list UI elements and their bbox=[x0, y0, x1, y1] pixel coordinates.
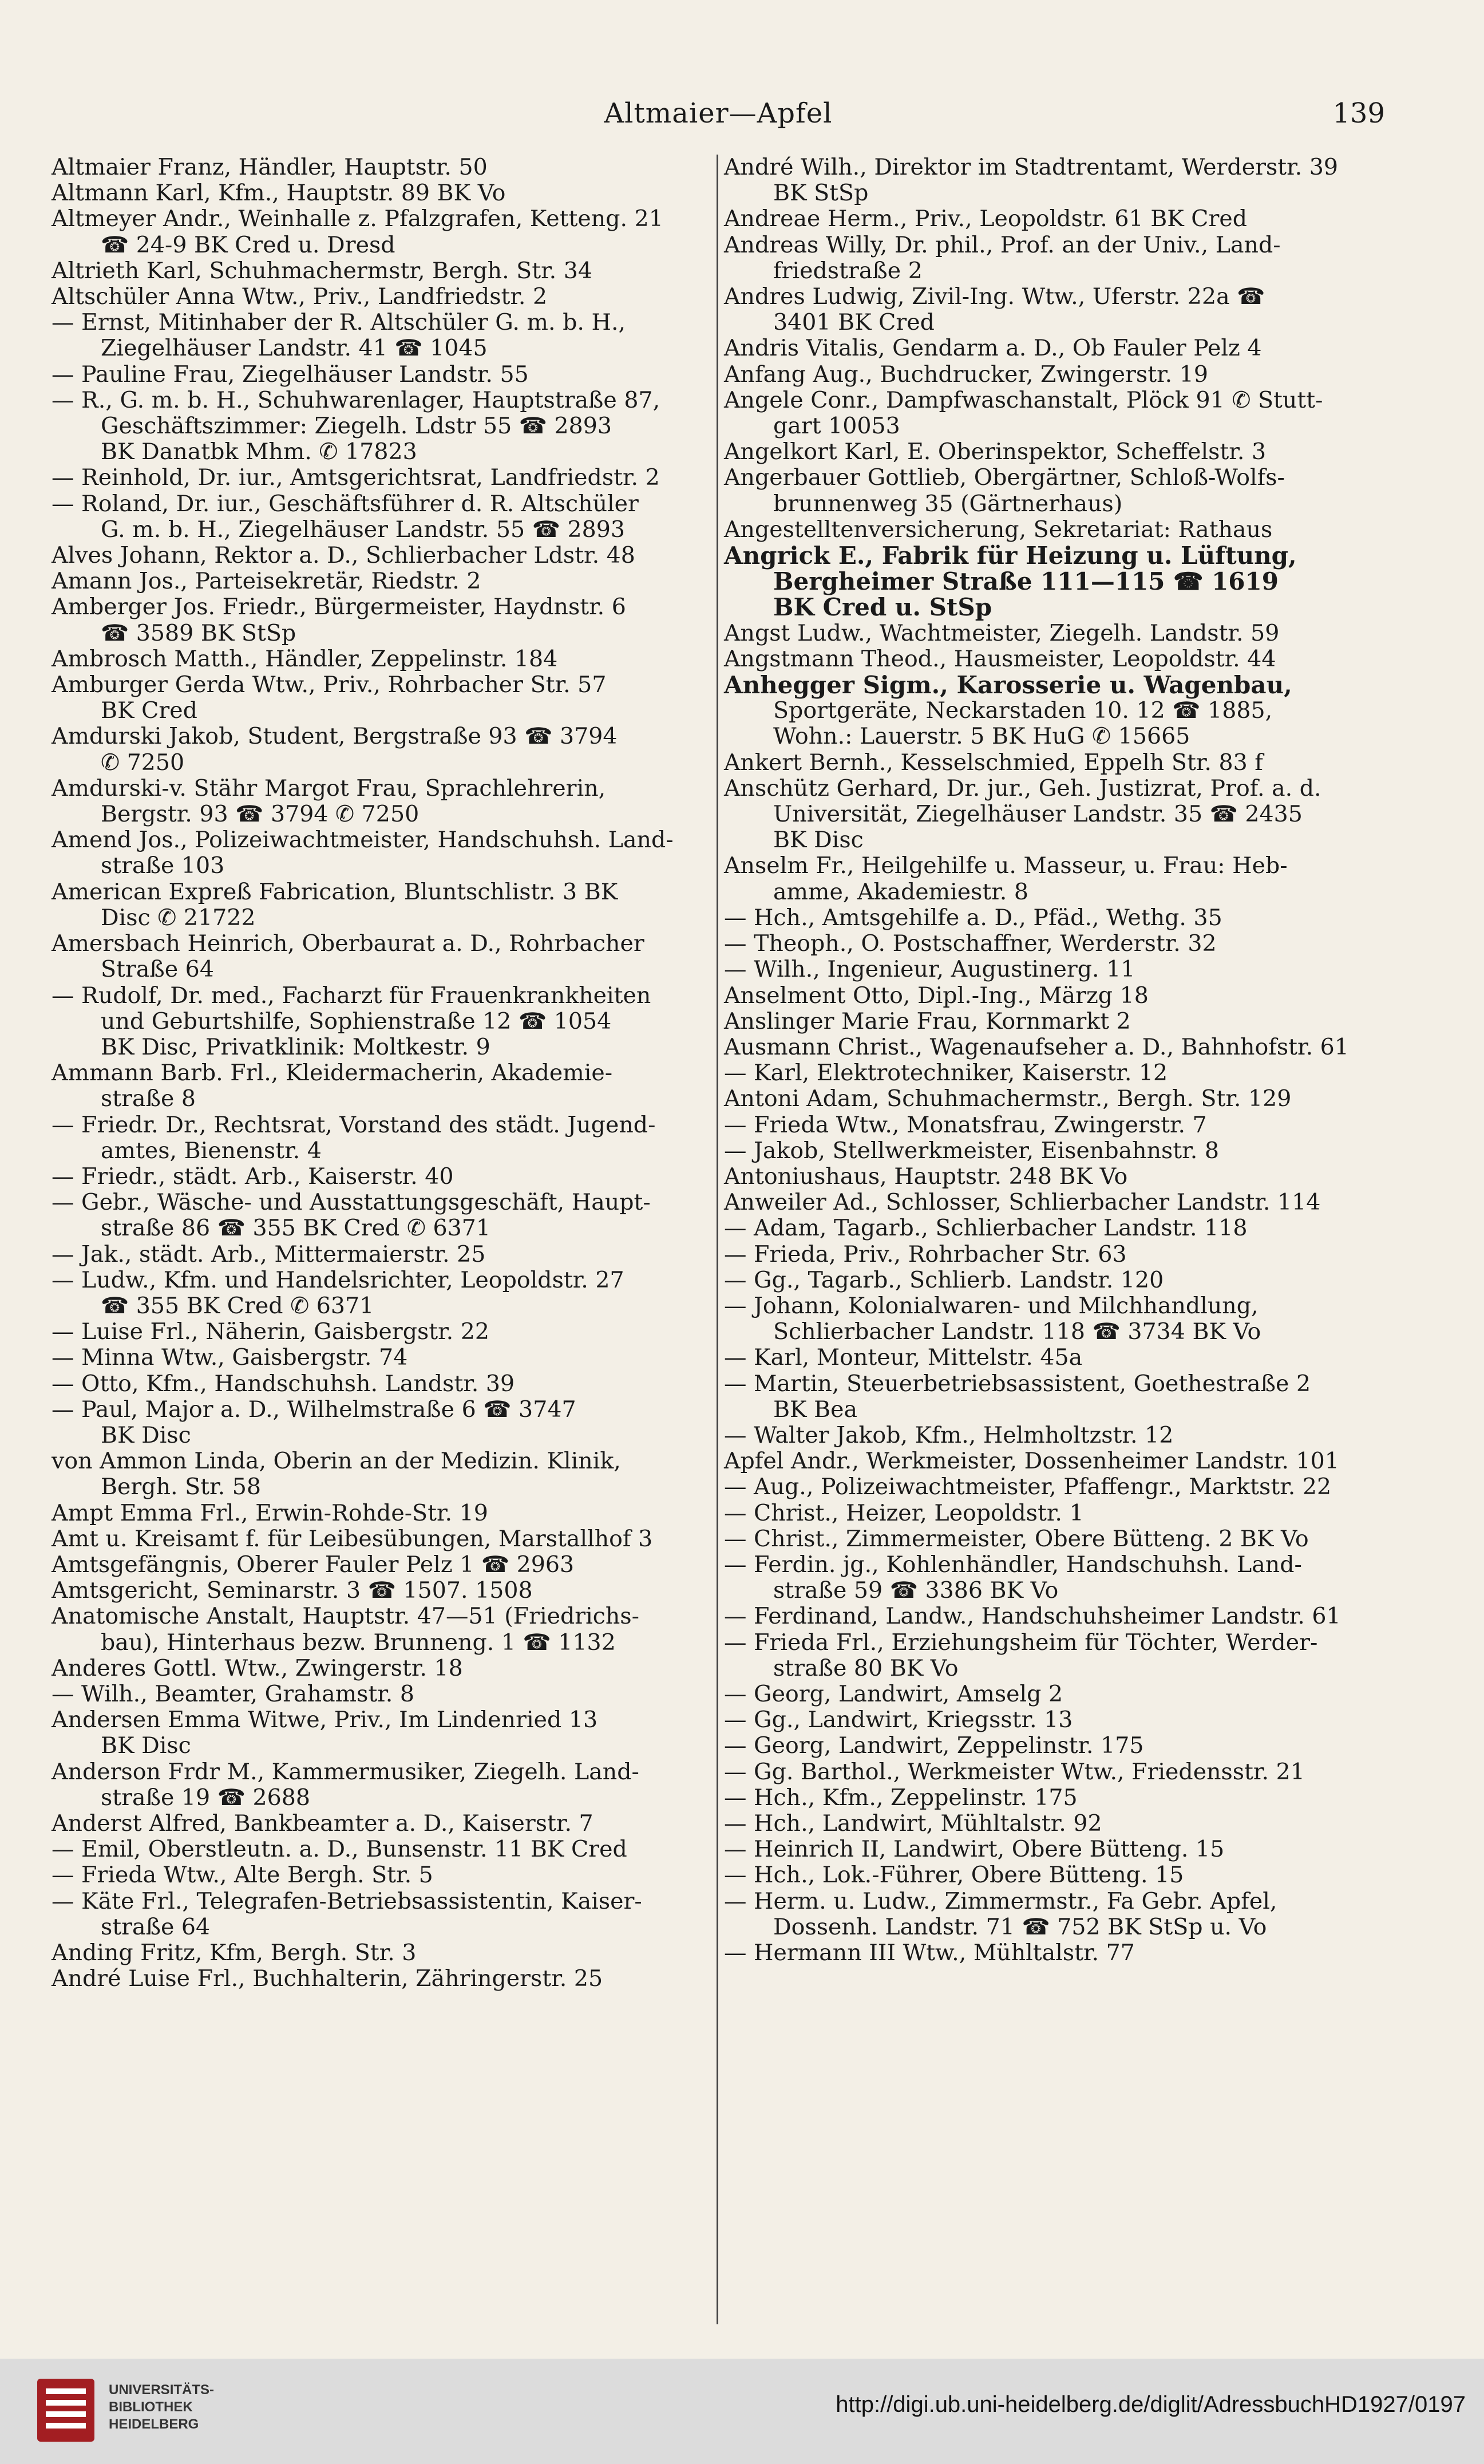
right-entry-line: Andreae Herm., Priv., Leopoldstr. 61 BK Cred bbox=[724, 206, 1248, 232]
right-entry-line: — Frieda Frl., Erziehungsheim für Töchter, Werder- bbox=[724, 1629, 1318, 1656]
left-entry-line: — Friedr. Dr., Rechtsrat, Vorstand des städt. Jugend- bbox=[52, 1111, 656, 1138]
right-entry-line: Antoni Adam, Schuhmachermstr., Bergh. Str. 129 bbox=[724, 1085, 1292, 1112]
right-entry-line: Angerbauer Gottlieb, Obergärtner, Schloß-Wolfs- bbox=[724, 464, 1285, 491]
left-entry-line: Geschäftszimmer: Ziegelh. Ldstr 55 ☎ 2893 bbox=[101, 413, 612, 440]
left-entry-line: — R., G. m. b. H., Schuhwarenlager, Hauptstraße 87, bbox=[52, 386, 660, 413]
left-entry-line: Amdurski-v. Stähr Margot Frau, Sprachlehrerin, bbox=[52, 775, 606, 801]
left-entry-line: Amtsgefängnis, Oberer Fauler Pelz 1 ☎ 2963 bbox=[52, 1551, 575, 1578]
left-entry-line: Bergh. Str. 58 bbox=[101, 1474, 261, 1500]
right-entry-line: — Hermann III Wtw., Mühltalstr. 77 bbox=[724, 1940, 1135, 1967]
left-entry-line: BK Cred bbox=[101, 697, 197, 724]
right-entry-line: — Hch., Lok.-Führer, Obere Bütteng. 15 bbox=[724, 1862, 1184, 1889]
left-entry-line: Ammann Barb. Frl., Kleidermacherin, Akademie- bbox=[52, 1060, 613, 1087]
right-entry-line: Ausmann Christ., Wagenaufseher a. D., Bahnhofstr. 61 bbox=[724, 1033, 1349, 1060]
left-entry-line: Amburger Gerda Wtw., Priv., Rohrbacher Str. 57 bbox=[52, 672, 607, 698]
left-entry-line: Alves Johann, Rektor a. D., Schlierbacher Ldstr. 48 bbox=[52, 542, 635, 569]
left-entry-line: — Reinhold, Dr. iur., Amtsgerichtsrat, Landfriedstr. 2 bbox=[52, 464, 660, 491]
column-divider bbox=[717, 155, 718, 2324]
left-entry-line: Amt u. Kreisamt f. für Leibesübungen, Marstallhof 3 bbox=[52, 1525, 653, 1552]
right-entry-line: Anselment Otto, Dipl.-Ing., Märzg 18 bbox=[724, 982, 1149, 1009]
right-entry-line: Wohn.: Lauerstr. 5 BK HuG ✆ 15665 bbox=[773, 723, 1190, 750]
right-entry-line: gart 10053 bbox=[773, 413, 900, 440]
left-entry-line: ☎ 3589 BK StSp bbox=[101, 619, 296, 646]
right-entry-line: Anfang Aug., Buchdrucker, Zwingerstr. 19 bbox=[724, 361, 1208, 388]
left-entry-line: — Roland, Dr. iur., Geschäftsführer d. R. Altschüler bbox=[52, 490, 639, 517]
left-entry-line: BK Disc bbox=[101, 1732, 191, 1759]
right-entry-line: Angestelltenversicherung, Sekretariat: Rathaus bbox=[724, 516, 1273, 543]
right-entry-line: — Martin, Steuerbetriebsassistent, Goethestraße 2 bbox=[724, 1370, 1311, 1397]
left-entry-line: amtes, Bienenstr. 4 bbox=[101, 1137, 322, 1164]
page-number: 139 bbox=[1332, 97, 1385, 129]
left-entry-line: Amend Jos., Polizeiwachtmeister, Handschuhsh. Land- bbox=[52, 827, 674, 854]
left-entry-line: Altrieth Karl, Schuhmachermstr, Bergh. Str. 34 bbox=[52, 257, 593, 284]
right-entry-line: BK Disc bbox=[773, 827, 864, 854]
right-entry-line: — Gg., Landwirt, Kriegsstr. 13 bbox=[724, 1707, 1073, 1734]
left-entry-line: — Pauline Frau, Ziegelhäuser Landstr. 55 bbox=[52, 361, 529, 388]
right-entry-line: Schlierbacher Landstr. 118 ☎ 3734 BK Vo bbox=[773, 1318, 1261, 1345]
right-entry-line: — Aug., Polizeiwachtmeister, Pfaffengr., Marktstr. 22 bbox=[724, 1474, 1332, 1500]
right-entry-line: — Gg. Barthol., Werkmeister Wtw., Friedensstr. 21 bbox=[724, 1758, 1305, 1785]
right-entry-line: BK Bea bbox=[773, 1396, 858, 1423]
left-entry-line: straße 19 ☎ 2688 bbox=[101, 1784, 310, 1811]
footer-bar bbox=[0, 2359, 1484, 2464]
left-entry-line: Anderes Gottl. Wtw., Zwingerstr. 18 bbox=[52, 1654, 463, 1681]
right-entry-line: — Adam, Tagarb., Schlierbacher Landstr. 118 bbox=[724, 1215, 1248, 1242]
left-entry-line: Amtsgericht, Seminarstr. 3 ☎ 1507. 1508 bbox=[52, 1577, 533, 1604]
left-entry-line: Bergstr. 93 ☎ 3794 ✆ 7250 bbox=[101, 801, 420, 828]
left-entry-line: straße 8 bbox=[101, 1085, 196, 1112]
left-entry-line: ☎ 355 BK Cred ✆ 6371 bbox=[101, 1292, 374, 1319]
right-entry-line: — Gg., Tagarb., Schlierb. Landstr. 120 bbox=[724, 1266, 1164, 1293]
right-entry-line: amme, Akademiestr. 8 bbox=[773, 878, 1029, 905]
left-entry-line: — Ludw., Kfm. und Handelsrichter, Leopoldstr. 27 bbox=[52, 1266, 624, 1293]
right-entry-line: André Wilh., Direktor im Stadtrentamt, Werderstr. 39 bbox=[724, 154, 1339, 180]
left-entry-line: von Ammon Linda, Oberin an der Medizin. Klinik, bbox=[52, 1448, 621, 1475]
right-entry-line: Anhegger Sigm., Karosserie u. Wagenbau, bbox=[724, 671, 1292, 700]
right-entry-line: Andres Ludwig, Zivil-Ing. Wtw., Uferstr. 22a ☎ bbox=[724, 283, 1265, 310]
left-entry-line: — Paul, Major a. D., Wilhelmstraße 6 ☎ 3747 bbox=[52, 1396, 576, 1423]
right-entry-line: BK Cred u. StSp bbox=[773, 593, 992, 622]
right-entry-line: — Christ., Zimmermeister, Obere Bütteng. 2 BK Vo bbox=[724, 1525, 1309, 1552]
left-entry-line: — Otto, Kfm., Handschuhsh. Landstr. 39 bbox=[52, 1370, 515, 1397]
right-entry-line: Angstmann Theod., Hausmeister, Leopoldstr. 44 bbox=[724, 645, 1276, 672]
right-entry-line: Anweiler Ad., Schlosser, Schlierbacher Landstr. 114 bbox=[724, 1189, 1321, 1216]
left-entry-line: — Ernst, Mitinhaber der R. Altschüler G. m. b. H., bbox=[52, 309, 626, 336]
right-entry-line: straße 59 ☎ 3386 BK Vo bbox=[773, 1577, 1059, 1604]
right-entry-line: — Jakob, Stellwerkmeister, Eisenbahnstr. 8 bbox=[724, 1137, 1219, 1164]
left-entry-line: — Emil, Oberstleutn. a. D., Bunsenstr. 11 BK Cred bbox=[52, 1836, 627, 1863]
left-entry-line: Amberger Jos. Friedr., Bürgermeister, Haydnstr. 6 bbox=[52, 594, 626, 621]
right-entry-line: — Frieda Wtw., Monatsfrau, Zwingerstr. 7 bbox=[724, 1111, 1207, 1138]
right-entry-line: brunnenweg 35 (Gärtnerhaus) bbox=[773, 490, 1123, 517]
library-name: UNIVERSITÄTS- BIBLIOTHEK HEIDELBERG bbox=[109, 2382, 215, 2432]
right-entry-line: — Georg, Landwirt, Amselg 2 bbox=[724, 1680, 1063, 1707]
right-entry-line: — Karl, Elektrotechniker, Kaiserstr. 12 bbox=[724, 1060, 1168, 1087]
left-entry-line: straße 86 ☎ 355 BK Cred ✆ 6371 bbox=[101, 1215, 491, 1242]
right-entry-line: — Wilh., Ingenieur, Augustinerg. 11 bbox=[724, 956, 1135, 983]
right-entry-line: — Georg, Landwirt, Zeppelinstr. 175 bbox=[724, 1732, 1144, 1759]
page-header bbox=[52, 97, 1385, 137]
left-entry-line: ☎ 24-9 BK Cred u. Dresd bbox=[101, 231, 395, 258]
right-column bbox=[724, 155, 1391, 1966]
right-entry-line: Bergheimer Straße 111—115 ☎ 1619 bbox=[773, 567, 1279, 596]
right-entry-line: — Walter Jakob, Kfm., Helmholtzstr. 12 bbox=[724, 1421, 1174, 1448]
left-entry-line: Altmeyer Andr., Weinhalle z. Pfalzgrafen, Ketteng. 21 bbox=[52, 206, 663, 232]
left-entry-line: Altschüler Anna Wtw., Priv., Landfriedstr. 2 bbox=[52, 283, 548, 310]
left-entry-line: Anding Fritz, Kfm, Bergh. Str. 3 bbox=[52, 1940, 417, 1967]
left-entry-line: Altmaier Franz, Händler, Hauptstr. 50 bbox=[52, 154, 488, 180]
left-entry-line: straße 103 bbox=[101, 852, 225, 879]
right-entry-line: Angele Conr., Dampfwaschanstalt, Plöck 91 ✆ Stutt- bbox=[724, 386, 1323, 413]
left-entry-line: straße 64 bbox=[101, 1913, 211, 1940]
running-title: Altmaier—Apfel bbox=[604, 97, 833, 129]
right-entry-line: — Ferdin. jg., Kohlenhändler, Handschuhsh. Land- bbox=[724, 1551, 1302, 1578]
right-entry-line: — Karl, Monteur, Mittelstr. 45a bbox=[724, 1344, 1083, 1371]
left-entry-line: — Gebr., Wäsche- und Ausstattungsgeschäft, Haupt- bbox=[52, 1189, 651, 1216]
right-entry-line: 3401 BK Cred bbox=[773, 309, 935, 336]
left-entry-line: und Geburtshilfe, Sophienstraße 12 ☎ 1054 bbox=[101, 1008, 612, 1034]
left-entry-line: — Jak., städt. Arb., Mittermaierstr. 25 bbox=[52, 1241, 486, 1267]
left-entry-line: Disc ✆ 21722 bbox=[101, 904, 256, 931]
right-entry-line: Angelkort Karl, E. Oberinspektor, Scheffelstr. 3 bbox=[724, 439, 1267, 465]
right-entry-line: straße 80 BK Vo bbox=[773, 1654, 959, 1681]
right-entry-line: Andreas Willy, Dr. phil., Prof. an der Univ., Land- bbox=[724, 231, 1281, 258]
right-entry-line: Dossenh. Landstr. 71 ☎ 752 BK StSp u. Vo bbox=[773, 1913, 1267, 1940]
left-entry-line: Ampt Emma Frl., Erwin-Rohde-Str. 19 bbox=[52, 1499, 488, 1526]
left-entry-line: — Friedr., städt. Arb., Kaiserstr. 40 bbox=[52, 1163, 454, 1190]
left-entry-line: ✆ 7250 bbox=[101, 749, 185, 776]
right-entry-line: — Ferdinand, Landw., Handschuhsheimer Landstr. 61 bbox=[724, 1603, 1341, 1630]
right-entry-line: — Herm. u. Ludw., Zimmermstr., Fa Gebr. Apfel, bbox=[724, 1888, 1277, 1914]
right-entry-line: — Theoph., O. Postschaffner, Werderstr. 32 bbox=[724, 930, 1217, 957]
left-entry-line: Straße 64 bbox=[101, 956, 214, 983]
left-entry-line: BK Danatbk Mhm. ✆ 17823 bbox=[101, 439, 417, 465]
left-entry-line: Ziegelhäuser Landstr. 41 ☎ 1045 bbox=[101, 335, 488, 362]
right-entry-line: — Hch., Kfm., Zeppelinstr. 175 bbox=[724, 1784, 1078, 1811]
left-entry-line: André Luise Frl., Buchhalterin, Zähringerstr. 25 bbox=[52, 1965, 603, 1992]
left-entry-line: BK Disc bbox=[101, 1421, 191, 1448]
right-entry-line: — Hch., Landwirt, Mühltalstr. 92 bbox=[724, 1810, 1102, 1837]
right-entry-line: — Hch., Amtsgehilfe a. D., Pfäd., Wethg. 35 bbox=[724, 904, 1222, 931]
left-entry-line: G. m. b. H., Ziegelhäuser Landstr. 55 ☎ 2893 bbox=[101, 516, 626, 543]
left-entry-line: Ambrosch Matth., Händler, Zeppelinstr. 184 bbox=[52, 645, 558, 672]
left-entry-line: bau), Hinterhaus bezw. Brunneng. 1 ☎ 1132 bbox=[101, 1629, 616, 1656]
left-entry-line: — Wilh., Beamter, Grahamstr. 8 bbox=[52, 1680, 415, 1707]
left-entry-line: Anderst Alfred, Bankbeamter a. D., Kaiserstr. 7 bbox=[52, 1810, 593, 1837]
right-entry-line: Anschütz Gerhard, Dr. jur., Geh. Justizrat, Prof. a. d. bbox=[724, 775, 1321, 801]
left-entry-line: Andersen Emma Witwe, Priv., Im Lindenried 13 bbox=[52, 1707, 598, 1734]
left-entry-line: American Expreß Fabrication, Bluntschlistr. 3 BK bbox=[52, 878, 618, 905]
right-entry-line: — Johann, Kolonialwaren- und Milchhandlung, bbox=[724, 1292, 1259, 1319]
left-entry-line: Amann Jos., Parteisekretär, Riedstr. 2 bbox=[52, 568, 481, 595]
right-entry-line: Anslinger Marie Frau, Kornmarkt 2 bbox=[724, 1008, 1131, 1034]
right-entry-line: BK StSp bbox=[773, 180, 869, 207]
left-entry-line: BK Disc, Privatklinik: Moltkestr. 9 bbox=[101, 1033, 490, 1060]
left-entry-line: — Rudolf, Dr. med., Facharzt für Frauenkrankheiten bbox=[52, 982, 651, 1009]
right-entry-line: Apfel Andr., Werkmeister, Dossenheimer Landstr. 101 bbox=[724, 1448, 1339, 1475]
right-entry-line: Universität, Ziegelhäuser Landstr. 35 ☎ 2435 bbox=[773, 801, 1303, 828]
right-entry-line: Anselm Fr., Heilgehilfe u. Masseur, u. Frau: Heb- bbox=[724, 852, 1288, 879]
right-entry-line: — Heinrich II, Landwirt, Obere Bütteng. 15 bbox=[724, 1836, 1225, 1863]
right-entry-line: Antoniushaus, Hauptstr. 248 BK Vo bbox=[724, 1163, 1128, 1190]
left-entry-line: Anatomische Anstalt, Hauptstr. 47—51 (Friedrichs- bbox=[52, 1603, 639, 1630]
right-entry-line: friedstraße 2 bbox=[773, 257, 923, 284]
left-entry-line: Altmann Karl, Kfm., Hauptstr. 89 BK Vo bbox=[52, 180, 506, 207]
left-entry-line: Amersbach Heinrich, Oberbaurat a. D., Rohrbacher bbox=[52, 930, 644, 957]
source-url-link[interactable]: http://digi.ub.uni-heidelberg.de/diglit/AdressbuchHD1927/0197 bbox=[836, 2392, 1466, 2417]
right-entry-line: Ankert Bernh., Kesselschmied, Eppelh Str. 83 f bbox=[724, 749, 1263, 776]
left-column bbox=[52, 155, 701, 1992]
left-entry-line: — Käte Frl., Telegrafen-Betriebsassistentin, Kaiser- bbox=[52, 1888, 642, 1914]
right-entry-line: Sportgeräte, Neckarstaden 10. 12 ☎ 1885, bbox=[773, 697, 1273, 724]
left-entry-line: — Frieda Wtw., Alte Bergh. Str. 5 bbox=[52, 1862, 433, 1889]
right-entry-line: Angst Ludw., Wachtmeister, Ziegelh. Landstr. 59 bbox=[724, 619, 1280, 646]
left-entry-line: — Luise Frl., Näherin, Gaisbergstr. 22 bbox=[52, 1318, 490, 1345]
right-entry-line: — Christ., Heizer, Leopoldstr. 1 bbox=[724, 1499, 1084, 1526]
right-entry-line: Andris Vitalis, Gendarm a. D., Ob Fauler Pelz 4 bbox=[724, 335, 1262, 362]
left-entry-line: Amdurski Jakob, Student, Bergstraße 93 ☎ 3794 bbox=[52, 723, 618, 750]
left-entry-line: — Minna Wtw., Gaisbergstr. 74 bbox=[52, 1344, 408, 1371]
right-entry-line: — Frieda, Priv., Rohrbacher Str. 63 bbox=[724, 1241, 1127, 1267]
university-seal-icon bbox=[34, 2376, 97, 2445]
right-entry-line: Angrick E., Fabrik für Heizung u. Lüftung, bbox=[724, 542, 1297, 570]
left-entry-line: Anderson Frdr M., Kammermusiker, Ziegelh. Land- bbox=[52, 1758, 639, 1785]
